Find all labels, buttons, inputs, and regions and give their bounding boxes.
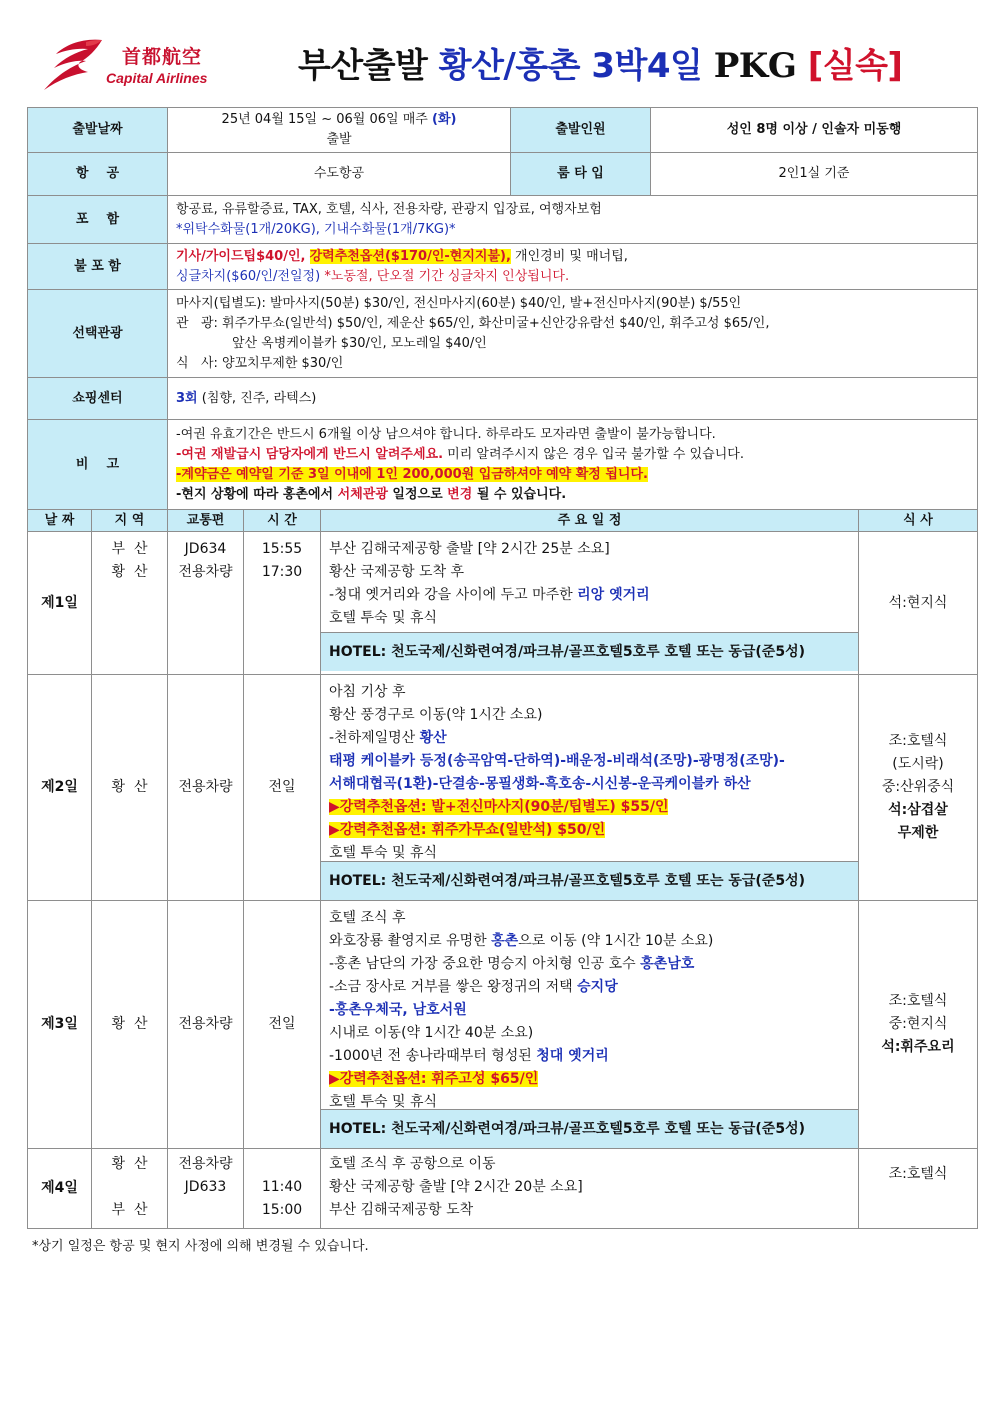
capital-airlines-logo	[36, 36, 226, 96]
airline-label: 항 공	[28, 153, 168, 196]
day-1-plan	[321, 532, 859, 675]
day-3-hotel: HOTEL: 천도국제/신화련여경/파크뷰/골프호텔5호루 호텔 또는 동급(준5성)	[321, 1109, 858, 1148]
exclude-single-charge: 싱글차지($60/인/전일정)	[176, 268, 321, 284]
day-4-region	[92, 1149, 168, 1229]
day-3-line-2c: 으로 이동 (약 1시간 10분 소요)	[518, 933, 714, 949]
include-line-1: 항공료, 유류할증료, TAX, 호텔, 식사, 전용차량, 관광지 입장료, 여행자보험	[176, 201, 602, 217]
day-4-label: 제4일	[28, 1149, 92, 1229]
day-2-meal-5: 무제한	[897, 825, 939, 841]
exclude-option: 강력추천옵션($170/인-현지지불),	[309, 248, 511, 264]
note-line-1: -여권 유효기간은 반드시 6개월 이상 남으셔야 합니다. 하루라도 모자라면 출발이 불가능합니다.	[176, 426, 716, 442]
note-label: 비 고	[28, 420, 168, 510]
day-1-line-1: 부산 김해국제공항 출발 [약 2시간 25분 소요]	[329, 541, 610, 557]
day-4-time-2: 15:00	[261, 1202, 303, 1218]
day-4-plan	[321, 1149, 859, 1229]
day-2-time: 전일	[244, 675, 321, 901]
shopping-label: 쇼핑센터	[28, 378, 168, 420]
day-4-transport	[168, 1149, 244, 1229]
day-2-line-4: 태평 케이블카 등정(송곡암역-단하역)-배운정-비래석(조망)-광명정(조망)-	[329, 753, 785, 769]
include-label: 포 함	[28, 196, 168, 244]
day-2-line-8: 호텔 투숙 및 휴식	[329, 845, 438, 861]
header-meal: 식 사	[859, 510, 978, 532]
day-3-line-4a: -소금 장사로 거부를 쌓은 왕정귀의 저택	[329, 979, 578, 995]
room-type-label: 룸 타 입	[511, 153, 651, 196]
day-3-transport: 전용차량	[168, 901, 244, 1149]
room-type-value: 2인1실 기준	[651, 153, 978, 196]
include-line-2: *위탁수화물(1개/20KG), 기내수화물(1개/7KG)*	[176, 221, 456, 237]
day-1-line-2: 황산 국제공항 도착 후	[329, 564, 465, 580]
day-1-line-3b: 리앙 옛거리	[577, 587, 650, 603]
day-3-line-6: 시내로 이동(약 1시간 40분 소요)	[329, 1025, 534, 1041]
note-line-4-b: 서체관광	[337, 486, 388, 502]
depart-date-day: (화)	[432, 112, 457, 127]
day-1-transport-2: 전용차량	[178, 564, 233, 580]
itinerary-table	[27, 509, 978, 1229]
day-3-line-2b: 홍촌	[491, 933, 519, 949]
note-line-4-e: 될 수 있습니다.	[472, 486, 567, 502]
info-row-option	[28, 290, 978, 378]
exclude-value	[168, 244, 978, 290]
day-2-region: 황 산	[92, 675, 168, 901]
title-part-depart: 부산출발	[298, 46, 439, 86]
day-4-transport-1: 전용차량	[178, 1156, 233, 1172]
depart-date-range: 25년 04월 15일 ~ 06월 06일 매주	[221, 112, 428, 127]
day-4-region-2: 부 산	[111, 1202, 148, 1218]
day-2-meal-1: 조:호텔식	[888, 733, 948, 749]
option-line-2: 관 광: 휘주가무쇼(일반석) $50/인, 제운산 $65/인, 화산미굴+신안강유람선 $40/인, 휘주고성 $65/인,	[176, 315, 770, 331]
page-title	[298, 38, 902, 87]
day-1-time-2: 17:30	[261, 564, 303, 580]
day-4-time	[244, 1149, 321, 1229]
option-label: 선택관광	[28, 290, 168, 378]
day-3-line-9: 호텔 투숙 및 휴식	[329, 1094, 438, 1110]
day-3-line-4b: 승지당	[577, 979, 618, 995]
day-2-plan	[321, 675, 859, 901]
day-2-transport: 전용차량	[168, 675, 244, 901]
include-value	[168, 196, 978, 244]
day-4-meal: 조:호텔식	[859, 1149, 978, 1229]
day-4-transport-2: JD633	[184, 1179, 227, 1195]
shopping-count: 3회	[176, 390, 198, 406]
header-transport: 교통편	[168, 510, 244, 532]
info-row-shopping	[28, 378, 978, 420]
title-part-destination: 황산/홍촌 3박4일	[438, 46, 714, 86]
day-2-line-1: 아침 기상 후	[329, 684, 406, 700]
note-line-3: -계약금은 예약일 기준 3일 이내에 1인 200,000원 입금하셔야 예약 확정 됩니다.	[176, 466, 648, 482]
depart-date-suffix: 출발	[326, 132, 352, 147]
day-2-line-5: 서해대협곡(1환)-단결송-몽필생화-흑호송-시신봉-운곡케이블카 하산	[329, 776, 751, 792]
day-1-hotel: HOTEL: 천도국제/신화련여경/파크뷰/골프호텔5호루 호텔 또는 동급(준5성)	[321, 632, 858, 671]
day-2-line-6: ▶강력추천옵션: 발+전신마사지(90분/팁별도) $55/인	[329, 799, 669, 815]
itinerary-header-row	[28, 510, 978, 532]
day-2-meal-4: 석:삼겹살	[888, 802, 948, 818]
note-line-4-a: -현지 상황에 따라 홍촌에서	[176, 486, 338, 502]
day-2-meal-2: (도시락)	[892, 756, 944, 772]
day-2-line-7: ▶강력추천옵션: 휘주가무쇼(일반석) $50/인	[329, 822, 606, 838]
day-2-line-3b: 황산	[419, 730, 447, 746]
info-row-include	[28, 196, 978, 244]
itinerary-day-3	[28, 901, 978, 1149]
day-1-line-3a: -청대 옛거리와 강을 사이에 두고 마주한	[329, 587, 578, 603]
shopping-value	[168, 378, 978, 420]
option-line-1: 마사지(팁별도): 발마사지(50분) $30/인, 전신마사지(60분) $40/인, 발+전신마사지(90분) $/55인	[176, 295, 742, 311]
note-line-4-c: 일정으로	[387, 486, 448, 502]
exclude-guide-tip: 기사/가이드팁$40/인,	[176, 248, 306, 264]
header-plan: 주 요 일 정	[321, 510, 859, 532]
day-4-line-2: 황산 국제공항 출발 [약 2시간 20분 소요]	[329, 1179, 583, 1195]
day-3-line-2a: 와호장룡 촬영지로 유명한	[329, 933, 492, 949]
day-3-time: 전일	[244, 901, 321, 1149]
day-3-meal-3: 석:휘주요리	[881, 1039, 955, 1055]
day-4-line-3: 부산 김해국제공항 도착	[329, 1202, 474, 1218]
day-1-region	[92, 532, 168, 675]
info-row-depart	[28, 108, 978, 153]
people-label: 출발인원	[511, 108, 651, 153]
note-line-4-d: 변경	[447, 486, 473, 502]
day-3-line-7a: -1000년 전 송나라때부터 형성된	[329, 1048, 537, 1064]
day-1-label: 제1일	[28, 532, 92, 675]
phoenix-logo-icon	[36, 36, 106, 92]
day-3-meal-2: 중:현지식	[888, 1016, 948, 1032]
day-2-meal-3: 중:산위중식	[881, 779, 955, 795]
day-3-line-5: -홍촌우체국, 남호서원	[329, 1002, 467, 1018]
shopping-items: (침향, 진주, 라텍스)	[197, 390, 317, 406]
day-2-hotel: HOTEL: 천도국제/신화련여경/파크뷰/골프호텔5호루 호텔 또는 동급(준5성)	[321, 861, 858, 900]
note-value	[168, 420, 978, 510]
people-value: 성인 8명 이상 / 인솔자 미동행	[651, 108, 978, 153]
day-2-line-3a: -천하제일명산	[329, 730, 420, 746]
day-4-region-1: 황 산	[111, 1156, 148, 1172]
note-line-2-red: -여권 재발급시 담당자에게 반드시 알려주세요.	[176, 446, 444, 462]
logo-english-text: Capital Airlines	[106, 70, 208, 86]
day-3-plan	[321, 901, 859, 1149]
day-3-line-1: 호텔 조식 후	[329, 910, 406, 926]
header-time: 시 간	[244, 510, 321, 532]
option-line-4: 식 사: 양꼬치무제한 $30/인	[176, 355, 344, 371]
day-1-line-4: 호텔 투숙 및 휴식	[329, 610, 438, 626]
day-3-meal	[859, 901, 978, 1149]
itinerary-day-4	[28, 1149, 978, 1229]
header-day: 날 짜	[28, 510, 92, 532]
day-4-time-1: 11:40	[261, 1179, 303, 1195]
day-3-label: 제3일	[28, 901, 92, 1149]
page-header	[30, 28, 975, 100]
day-1-transport-1: JD634	[184, 541, 227, 557]
day-3-line-7b: 청대 옛거리	[536, 1048, 609, 1064]
exclude-holiday-note: *노동절, 단오절 기간 싱글차지 인상됩니다.	[320, 268, 570, 284]
title-part-grade: [실속]	[807, 46, 903, 86]
exclude-label: 불 포 함	[28, 244, 168, 290]
option-value	[168, 290, 978, 378]
title-part-pkg: PKG	[713, 46, 808, 86]
package-info-table	[27, 107, 978, 510]
airline-value: 수도항공	[168, 153, 511, 196]
option-line-3: 앞산 옥병케이블카 $30/인, 모노레일 $40/인	[232, 335, 487, 351]
day-3-meal-1: 조:호텔식	[888, 993, 948, 1009]
logo-chinese-text: 首都航空	[122, 46, 203, 68]
info-row-airline	[28, 153, 978, 196]
header-region: 지 역	[92, 510, 168, 532]
day-1-time-1: 15:55	[261, 541, 303, 557]
itinerary-day-1	[28, 532, 978, 675]
info-row-exclude	[28, 244, 978, 290]
day-1-region-2: 황 산	[111, 564, 148, 580]
day-3-line-8: ▶강력추천옵션: 휘주고성 $65/인	[329, 1071, 539, 1087]
day-1-time	[244, 532, 321, 675]
footer-note: *상기 일정은 항공 및 현지 사정에 의해 변경될 수 있습니다.	[32, 1239, 369, 1254]
day-2-line-2: 황산 풍경구로 이동(약 1시간 소요)	[329, 707, 543, 723]
depart-date-label: 출발날짜	[28, 108, 168, 153]
day-1-meal: 석:현지식	[859, 532, 978, 675]
day-3-region: 황 산	[92, 901, 168, 1149]
info-row-note	[28, 420, 978, 510]
day-1-region-1: 부 산	[111, 541, 148, 557]
day-1-transport	[168, 532, 244, 675]
day-2-label: 제2일	[28, 675, 92, 901]
day-3-line-3b: 홍촌남호	[640, 956, 695, 972]
day-4-line-1: 호텔 조식 후 공항으로 이동	[329, 1156, 496, 1172]
note-line-2-rest: 미리 알려주시지 않은 경우 입국 불가할 수 있습니다.	[443, 446, 744, 462]
exclude-personal: 개인경비 및 매너팁,	[510, 248, 628, 264]
depart-date-value	[168, 108, 511, 153]
day-3-line-3a: -홍촌 남단의 가장 중요한 명승지 아치형 인공 호수	[329, 956, 641, 972]
day-2-meal	[859, 675, 978, 901]
itinerary-day-2	[28, 675, 978, 901]
